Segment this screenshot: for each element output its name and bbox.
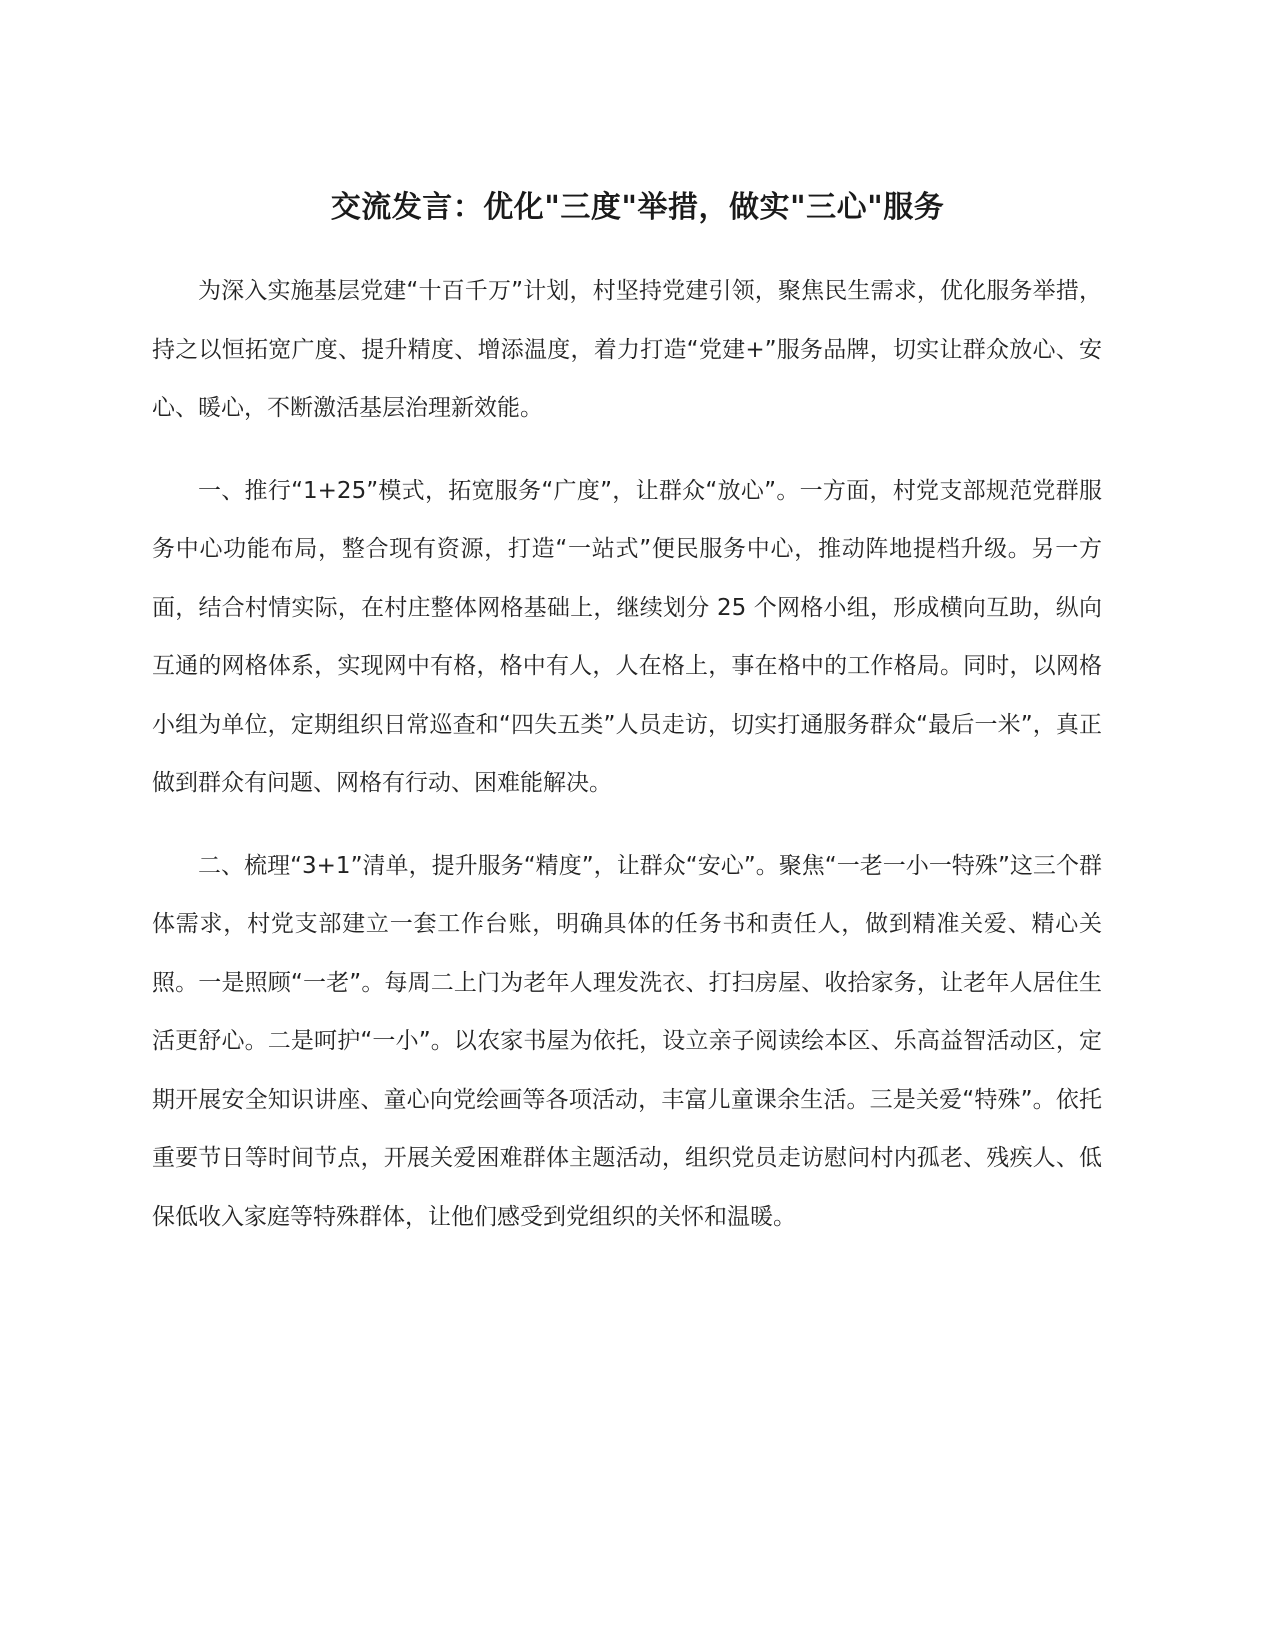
paragraph-section-two: 二、梳理“3+1”清单，提升服务“精度”，让群众“安心”。聚焦“一老一小一特殊”这三个群体需求，村党支部建立一套工作台账，明确具体的任务书和责任人，做到精准关爱、精心关照。一是照顾“一老”。每周二上门为老年人理发洗衣、打扫房屋、收拾家务，让老年人居住生活更舒心。二是呵护“一小”。以农家书屋为依托，设立亲子阅读绘本区、乐高益智活动区，定期开展安全知识讲座、童心向党绘画等各项活动，丰富儿童课余生活。三是关爱“特殊”。依托重要节日等时间节点，开展关爱困难群体主题活动，组织党员走访慰问村内孤老、残疾人、低保低收入家庭等特殊群体，让他们感受到党组织的关怀和温暖。 [152, 852, 1102, 1230]
document-title: 交流发言：优化"三度"举措，做实"三心"服务 [330, 190, 945, 225]
document-body [152, 262, 1102, 1270]
paragraph-intro: 为深入实施基层党建“十百千万”计划，村坚持党建引领，聚焦民生需求，优化服务举措，持之以恒拓宽广度、提升精度、增添温度，着力打造“党建+”服务品牌，切实让群众放心、安心、暖心，不断激活基层治理新效能。 [152, 278, 1102, 421]
paragraph-section-one: 一、推行“1+25”模式，拓宽服务“广度”，让群众“放心”。一方面，村党支部规范党群服务中心功能布局，整合现有资源，打造“一站式”便民服务中心，推动阵地提档升级。另一方面，结合村情实际，在村庄整体网格基础上，继续划分 25 个网格小组，形成横向互助，纵向互通的网格体系，实现网中有格，格中有人，人在格上，事在格中的工作格局。同时，以网格小组为单位，定期组织日常巡查和“四失五类”人员走访，切实打通服务群众“最后一米”，真正做到群众有问题、网格有行动、困难能解决。 [152, 477, 1102, 796]
